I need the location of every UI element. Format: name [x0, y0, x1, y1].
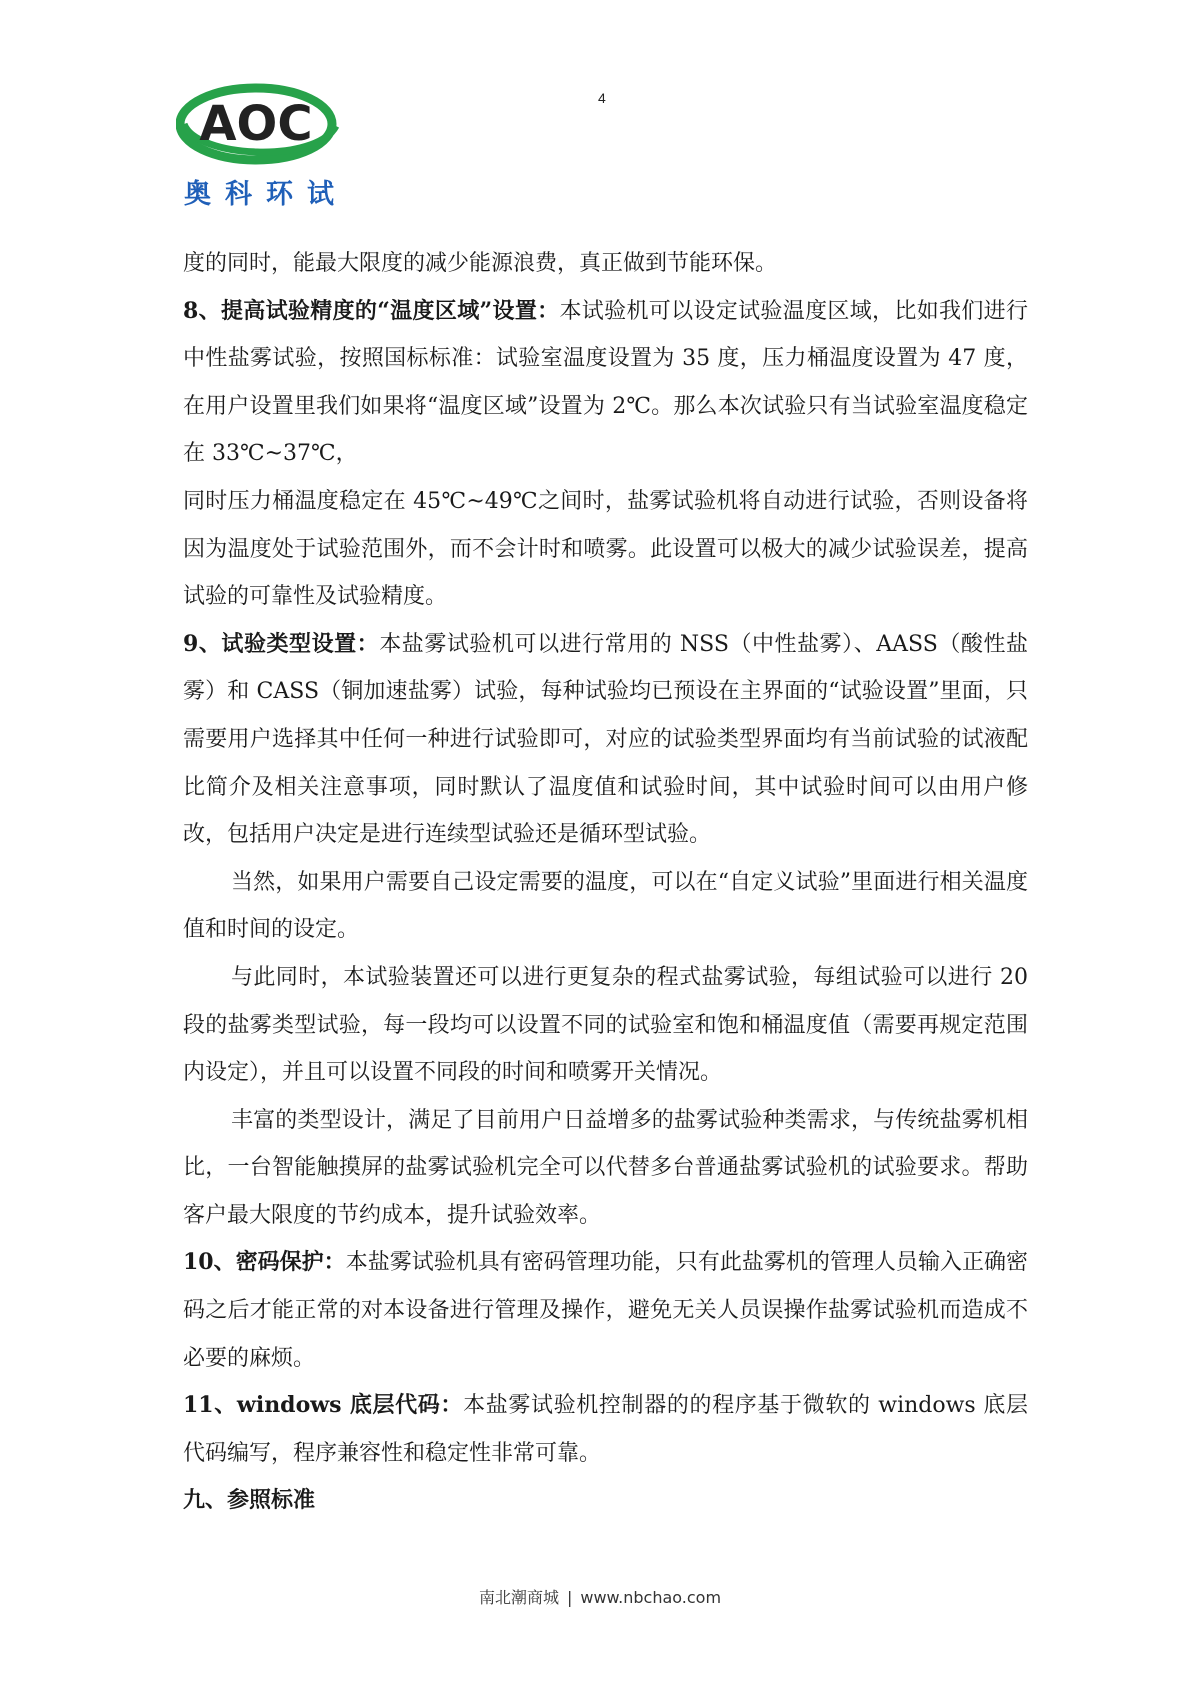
item-11-title: 11、windows 底层代码： [183, 1392, 464, 1419]
item-8-text: 本试验机可以设定试验温度区域，比如我们进行中性盐雾试验，按照国标标准：试验室温度设置为 35 度，压力桶温度设置为 47 度，在用户设置里我们如果将“温度区域”设置为 2℃。那么本次试验只有当试验室温度稳定在 33℃~37℃， [183, 298, 1028, 467]
section-heading: 九、参照标准 [183, 1487, 316, 1514]
paragraph-7: 丰富的类型设计，满足了目前用户日益增多的盐雾试验种类需求，与传统盐雾机相比，一台智能触摸屏的盐雾试验机完全可以代替多台普通盐雾试验机的试验要求。帮助客户最大限度的节约成本，提升试验效率。 [183, 1107, 1028, 1228]
paragraph-9 [183, 1382, 1028, 1477]
item-10-title: 10、密码保护： [183, 1249, 346, 1276]
paragraph-5: 当然，如果用户需要自己设定需要的温度，可以在“自定义试验”里面进行相关温度值和时间的设定。 [183, 869, 1028, 943]
page-number: 4 [598, 90, 606, 106]
footer-site-name: 南北潮商城 [478, 1588, 559, 1607]
logo-subtitle: 奥科环试 [184, 179, 348, 210]
item-9-text: 本盐雾试验机可以进行常用的 NSS（中性盐雾）、AASS（酸性盐雾）和 CASS（铜加速盐雾）试验，每种试验均已预设在主界面的“试验设置”里面，只需要用户选择其中任何一种进行试验即可，对应的试验类型界面均有当前试验的试液配比简介及相关注意事项，同时默认了温度值和试验时间，其中试验时间可以由用户修改，包括用户决定是进行连续型试验还是循环型试验。 [183, 631, 1028, 848]
paragraph-8 [183, 1239, 1028, 1382]
item-11-text: 本盐雾试验机控制器的的程序基于微软的 windows 底层代码编写，程序兼容性和稳定性非常可靠。 [183, 1393, 1028, 1466]
item-8-title: 8、提高试验精度的“温度区域”设置： [183, 297, 560, 324]
page-footer [0, 1585, 1200, 1608]
logo-wordmark: AOC [199, 96, 313, 152]
paragraph-2 [183, 288, 1028, 478]
aoc-logo-mark [176, 80, 346, 175]
paragraph-4 [183, 621, 1028, 859]
paragraph-3: 同时压力桶温度稳定在 45℃~49℃之间时，盐雾试验机将自动进行试验，否则设备将因为温度处于试验范围外，而不会计时和喷雾。此设置可以极大的减少试验误差，提高试验的可靠性及试验精度。 [183, 488, 1028, 610]
footer-site-url[interactable]: www.nbchao.com [580, 1588, 722, 1607]
document-body [183, 240, 1028, 1525]
item-9-title: 9、试验类型设置： [183, 630, 380, 657]
item-10-text: 本盐雾试验机具有密码管理功能，只有此盐雾机的管理人员输入正确密码之后才能正常的对本设备进行管理及操作，避免无关人员误操作盐雾试验机而造成不必要的麻烦。 [183, 1250, 1028, 1371]
footer-separator: | [566, 1588, 573, 1607]
company-logo [176, 80, 346, 210]
paragraph-6: 与此同时，本试验装置还可以进行更复杂的程式盐雾试验，每组试验可以进行 20 段的盐雾类型试验，每一段均可以设置不同的试验室和饱和桶温度值（需要再规定范围内设定），并且可以设置不同段的时间和喷雾开关情况。 [183, 964, 1028, 1086]
paragraph-1: 度的同时，能最大限度的减少能源浪费，真正做到节能环保。 [183, 251, 778, 276]
